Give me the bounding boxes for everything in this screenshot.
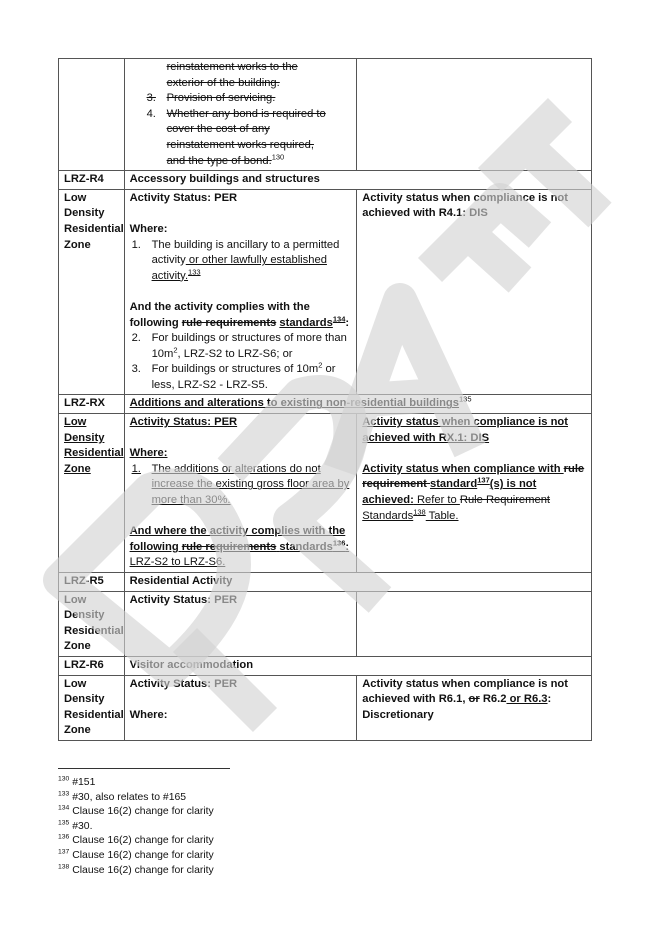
list-item: 1. The building is ancillary to a permitted activity or other lawfully established activity.$^{133}$ bbox=[131, 238, 340, 282]
list-item: 1. The additions or alterations do not increase the existing gross floor area by more than 30%. bbox=[131, 462, 350, 507]
status-cell bbox=[357, 59, 592, 171]
footnote-ref: 130 bbox=[271, 151, 285, 161]
list-item: 4. Whether any bond is required to cover the cost of any reinstatement works required, and the type of bond.$^{130}$ bbox=[146, 107, 326, 167]
footnote-separator bbox=[58, 768, 230, 769]
activity-status: Activity Status: PER bbox=[129, 677, 238, 690]
non-compliance-status: Activity status when compliance is not achieved with R6.1, or R6.2 or R6.3: Discretionary bbox=[357, 675, 592, 740]
rule-header-r5 bbox=[59, 573, 592, 592]
status-cell bbox=[357, 591, 592, 656]
rule-title: Additions and alterations to existing non-residential buildings$^{135}$ bbox=[124, 395, 591, 414]
where-label: Where: bbox=[129, 708, 168, 721]
zone-cell: Low Density Residential Zone bbox=[59, 675, 125, 740]
footnote: $^{136}$ Clause 16(2) change for clarity bbox=[58, 833, 214, 847]
non-compliance-status: Activity status when compliance is not achieved with RX.1: DIS bbox=[362, 416, 568, 444]
compliance-intro: And where the activity complies with the following rule requirements standards$^{136}$: bbox=[129, 525, 350, 553]
where-label: Where: bbox=[129, 447, 168, 460]
rule-title: Accessory buildings and structures bbox=[124, 171, 591, 190]
rule-code: LRZ-R5 bbox=[59, 573, 125, 592]
footnotes bbox=[58, 776, 214, 878]
rule-code: LRZ-R4 bbox=[59, 171, 125, 190]
activity-status: Activity Status: PER bbox=[129, 191, 238, 204]
compliance-intro: And the activity complies with the following rule requirements standards$^{134}$: bbox=[129, 300, 350, 329]
non-compliance-standards: Activity status when compliance with rule requirement standard$^{137}$(s) is not achieved: Refer to Rule Requirement Standards$^{138}$ Table. bbox=[362, 462, 585, 522]
status-cell bbox=[357, 414, 592, 573]
rule-code: LRZ-R6 bbox=[59, 656, 125, 675]
rule-title: Visitor accommodation bbox=[124, 656, 591, 675]
footnote: $^{135}$ #30. bbox=[58, 819, 93, 832]
footnote: $^{134}$ Clause 16(2) change for clarity bbox=[58, 804, 214, 818]
non-compliance-status: Activity status when compliance is not achieved with R4.1: DIS bbox=[357, 189, 592, 395]
rule-cell bbox=[124, 59, 357, 171]
table-row-continuation bbox=[59, 59, 592, 171]
table-row-r4 bbox=[59, 189, 592, 395]
list-item: 2. For buildings or structures of more than $10m^2$, LRZ-S2 to LRZ-S6; or bbox=[131, 332, 347, 360]
list-item: 3. Provision of servicing. bbox=[146, 92, 276, 105]
zone-cell: Low Density Residential Zone bbox=[59, 414, 125, 573]
footnote: $^{133}$ #30, also relates to #165 bbox=[58, 790, 187, 803]
zone-cell: Low Density Residential Zone bbox=[59, 591, 125, 656]
item2-line-b: exterior of the building. bbox=[166, 76, 280, 89]
list-item: 3. For buildings or structures of $10m^2$ or less, LRZ-S2 - LRZ-S5. bbox=[131, 360, 336, 391]
footnote: $^{130}$ #151 bbox=[58, 775, 96, 788]
rule-cell bbox=[124, 675, 357, 740]
rule-header-r6 bbox=[59, 656, 592, 675]
footnote: $^{137}$ Clause 16(2) change for clarity bbox=[58, 848, 214, 861]
item2-line-a: reinstatement works to the bbox=[166, 61, 298, 73]
activity-status: Activity Status: PER bbox=[129, 416, 238, 429]
rule-cell bbox=[124, 414, 357, 573]
rule-cell bbox=[124, 189, 357, 395]
zone-cell: Low Density Residential Zone bbox=[59, 189, 125, 395]
standards-range: LRZ-S2 to LRZ-S6. bbox=[129, 556, 226, 569]
where-label: Where: bbox=[129, 222, 168, 235]
table-row-r6 bbox=[59, 675, 592, 740]
table-row-rx bbox=[59, 414, 592, 573]
footnote: $^{138}$ Clause 16(2) change for clarity bbox=[58, 863, 214, 876]
rules-table bbox=[58, 58, 592, 741]
rule-header-r4 bbox=[59, 171, 592, 190]
table-row-r5 bbox=[59, 591, 592, 656]
rule-title: Residential Activity bbox=[124, 573, 591, 592]
rule-code: LRZ-RX bbox=[59, 395, 125, 414]
zone-cell bbox=[59, 59, 125, 171]
rule-header-rx bbox=[59, 395, 592, 414]
activity-status: Activity Status: PER bbox=[124, 591, 357, 656]
